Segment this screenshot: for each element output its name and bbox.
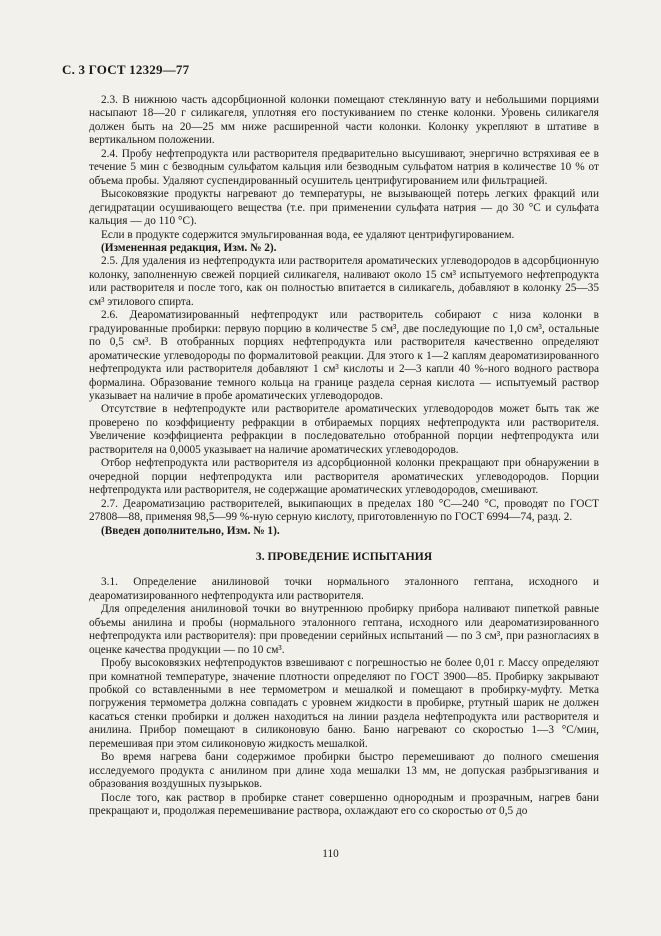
amendment-note-2: (Измененная редакция, Изм. № 2). <box>101 241 277 254</box>
paragraph-2-6: 2.6. Деароматизированный нефтепродукт или растворитель собирают с низа колонки в градуированные пробирки: первую порцию в количестве 5 см³, две последующие по 1,0 см³, остальные по 0,5 см³. В отобранных порциях нефтепродукта или растворителя качественно определяют ароматические углеводороды по формалитовой реакции. Для этого к 1—2 каплям деароматизированного нефтепродукта или растворителя добавляют 1 см³ кислоты и 2—3 капли 40 %-ного водного раствора формалина. Образование темного кольца на границе раздела серная кислота — испытуемый раствор указывает на наличие в пробе ароматических углеводородов. <box>89 309 599 402</box>
paragraph-viscous-weighing: Пробу высоковязких нефтепродуктов взвешивают с погрешностью не более 0,01 г. Массу определяют при комнатной температуре, значение плотности определяют по ГОСТ 3900—85. Пробирку закрывают пробкой со вставленными в нее термометром и мешалкой и помещают в пробирку-муфту. Метка погружения термометра должна совпадать с уровнем жидкости в пробирке, ртутный шарик не должен касаться стенки пробирки и должен находиться на линии раздела нефтепродукта или растворителя и анилина. Прибор помещают в силиконовую баню. Баню нагревают со скоростью 1—3 °С/мин, перемешивая при этом силиконовую жидкость мешалкой. <box>89 657 599 750</box>
paragraph-refraction-check: Отсутствие в нефтепродукте или растворителе ароматических углеводородов может быть так же проверено по коэффициенту рефракции в отбираемых порциях нефтепродукта или растворителя. Увеличение коэффициента рефракции в последовательно отобранной порции нефтепродукта или растворителя на 0,0005 указывает на наличие ароматических углеводородов. <box>89 403 599 456</box>
section-title-3: 3. ПРОВЕДЕНИЕ ИСПЫТАНИЯ <box>255 549 433 563</box>
page-number: 110 <box>322 848 339 860</box>
paragraph-emulsified-water: Если в продукте содержится эмульгированная вода, ее удаляют центрифугированием. <box>101 228 515 241</box>
page-header: С. 3 ГОСТ 12329—77 <box>62 62 190 77</box>
paragraph-bath-heating: Во время нагрева бани содержимое пробирки быстро перемешивают до полного смешения исследуемого продукта с анилином при длине хода мешалки 13 мм, не допуская разбрызгивания и образования воздушных пузырьков. <box>89 751 599 791</box>
paragraph-aniline-point: Для определения анилиновой точки во внутреннюю пробирку прибора наливают пипеткой равные объемы анилина и пробы (нормального эталонного гептана, исходного или деароматизированного нефтепродукта или растворителя): при проведении серийных испытаний — по 3 см³, при разногласиях в оценке качества продукции — по 10 см³. <box>89 603 599 656</box>
paragraph-cooling: После того, как раствор в пробирке станет совершенно однородным и прозрачным, нагрев бани прекращают и, продолжая перемешивание раствора, охлаждают его со скоростью от 0,5 до <box>89 791 599 818</box>
paragraph-2-7: 2.7. Деароматизацию растворителей, выкипающих в пределах 180 °С—240 °С, проводят по ГОСТ 27808—88, применяя 98,5—99 %-ную серную кислоту, приготовленную по ГОСТ 6994—74, разд. 2. <box>89 497 599 524</box>
amendment-note-1: (Введен дополнительно, Изм. № 1). <box>101 524 280 537</box>
paragraph-sampling-stop: Отбор нефтепродукта или растворителя из адсорбционной колонки прекращают при обнаружении в очередной порции нефтепродукта или растворителя ароматических углеводородов. Порции нефтепродукта или растворителя, не содержащие ароматических углеводородов, смешивают. <box>89 457 599 497</box>
paragraph-2-4: 2.4. Пробу нефтепродукта или растворителя предварительно высушивают, энергично встряхивая ее в течение 5 мин с безводным сульфатом кальция или безводным сульфатом натрия в количестве 10 % от объема пробы. Удаляют суспендированный осушитель центрифугированием или фильтрацией. <box>89 147 599 187</box>
paragraph-viscous-products: Высоковязкие продукты нагревают до температуры, не вызывающей потерь легких фракций или дегидратации осушивающего вещества (т.е. при применении сульфата натрия — до 30 °С и сульфата кальция — до 110 °С). <box>89 188 599 228</box>
paragraph-2-5: 2.5. Для удаления из нефтепродукта или растворителя ароматических углеводородов в адсорбционную колонку, заполненную свежей порцией силикагеля, наливают около 15 см³ испытуемого нефтепродукта или растворителя и после того, как он полностью впитается в силикагель, добавляют в колонку 25—35 см³ этилового спирта. <box>89 255 599 308</box>
paragraph-2-3: 2.3. В нижнюю часть адсорбционной колонки помещают стеклянную вату и небольшими порциями насыпают 18—20 г силикагеля, уплотняя его постукиванием по стенке колонки. Уровень силикагеля должен быть на 20—25 мм ниже расширенной части колонки. Колонку укрепляют в штативе в вертикальном положении. <box>89 94 599 147</box>
paragraph-3-1: 3.1. Определение анилиновой точки нормального эталонного гептана, исходного и деароматизированного нефтепродукта или растворителя. <box>89 576 599 602</box>
document-body <box>89 94 599 819</box>
